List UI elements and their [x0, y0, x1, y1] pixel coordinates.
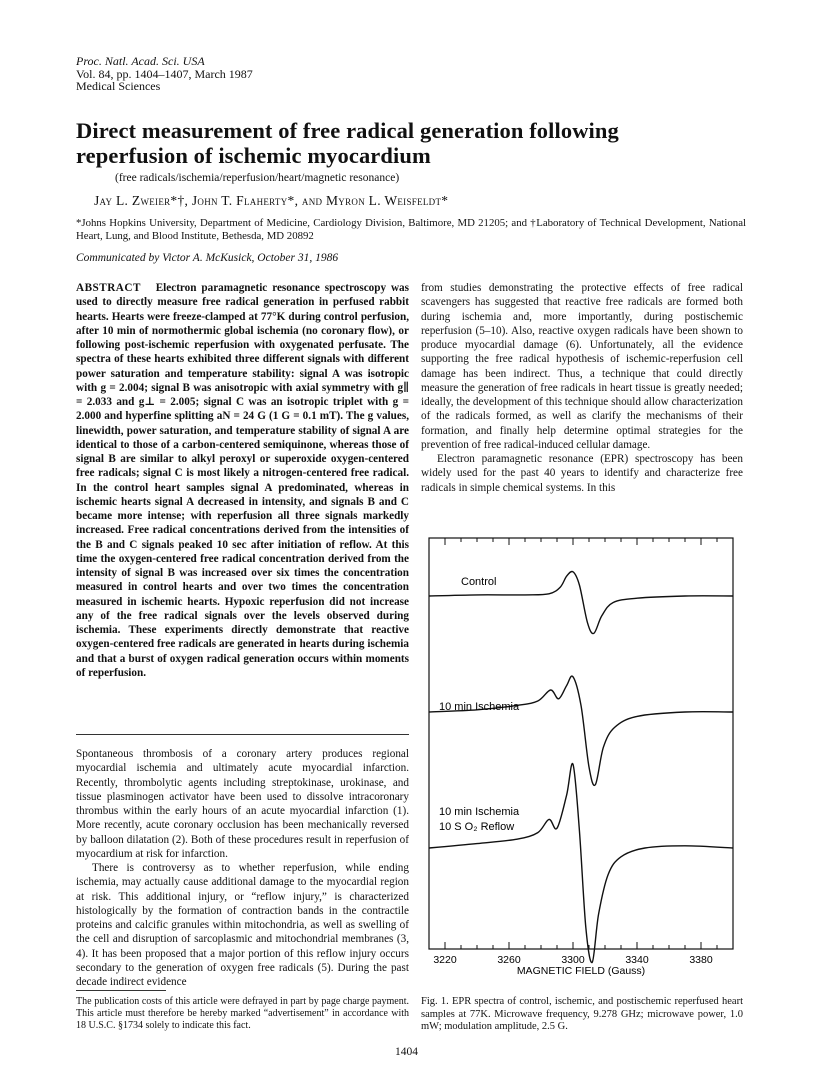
x-tick-label: 3300	[561, 954, 585, 966]
trace-label-reflow-2: 10 S O₂ Reflow	[439, 821, 515, 833]
x-tick-label: 3340	[625, 954, 649, 966]
bottom-ticks	[445, 942, 717, 949]
abstract-label: ABSTRACT	[76, 282, 141, 294]
communicated-by: Communicated by Victor A. McKusick, October 31, 1986	[76, 252, 339, 264]
affiliation: *Johns Hopkins University, Department of Medicine, Cardiology Division, Baltimore, MD 21205; and †Laboratory of Technical Development, National Heart, Lung, and Blood Institute, Bethesda, MD 20892	[76, 217, 746, 242]
spectrum-traces	[429, 571, 733, 962]
abstract	[76, 281, 409, 680]
figure-caption: Fig. 1. EPR spectra of control, ischemic, and postischemic reperfused heart samples at 77K. Microwave frequency, 9.278 GHz; microwave power, 1.0 mW; modulation amplitude, 2.5 G.	[421, 996, 743, 1032]
journal-header	[76, 55, 253, 93]
top-ticks	[445, 538, 717, 545]
abstract-divider	[76, 734, 409, 735]
trace-label-control: Control	[461, 576, 497, 588]
footnote-divider	[76, 990, 166, 991]
journal-section: Medical Sciences	[76, 79, 161, 93]
figure-frame	[429, 538, 733, 949]
trace-label-reflow-1: 10 min Ischemia	[439, 806, 520, 818]
authors: Jay L. Zweier*†, John T. Flaherty*, and Myron L. Weisfeldt*	[94, 193, 449, 208]
journal-volume: Vol. 84, pp. 1404–1407, March 1987	[76, 66, 253, 81]
publication-cost-footnote: The publication costs of this article were defrayed in part by page charge payment. This article must therefore be hereby marked “advertisement” in accordance with 18 U.S.C. §1734 solely to indicate this fact.	[76, 996, 409, 1031]
article-title: Direct measurement of free radical generation following reperfusion of ischemic myocardium	[76, 118, 619, 168]
journal-name: Proc. Natl. Acad. Sci. USA	[76, 54, 205, 68]
x-tick-label: 3260	[497, 954, 521, 966]
x-tick-label: 3380	[689, 954, 713, 966]
intro-paragraph-2: There is controversy as to whether reperfusion, while ending ischemia, may actually cause additional damage to the myocardial region at risk. This additional injury, or “reflow injury,” is characterized histologically by the formation of contraction bands in the contractile proteins and calcific granules within mitochondria, as well as swelling of the cell and disruption of sarcoplasmic and mitochondrial membranes (3, 4). It has been proposed that a major portion of this reflow injury occurs secondary to the generation of oxygen free radicals (5). During the past decade indirect evidence	[76, 862, 409, 988]
x-tick-label: 3220	[433, 954, 457, 966]
spectrum-trace-3	[429, 764, 733, 963]
intro-left-column	[76, 747, 409, 989]
intro-paragraph-3: from studies demonstrating the protective effects of free radical scavengers has suggested that reactive free radicals are formed both during ischemia and, more importantly, during postischemic reperfusion (5–10). Also, reactive oxygen radicals have been shown to produce myocardial damage (6). Unfortunately, all the evidence supporting the free radical hypothesis of ischemic-reperfusion cell damage has been indirect. Thus, a technique that could directly measure the generation of free radicals in heart tissue is greatly needed; ideally, the development of this technique should allow characterization of the radicals formed, as well as clarify the mechanisms of their formation, and finally help determine optimal strategies for the prevention of free radical-induced cellular damage.	[421, 282, 743, 451]
intro-paragraph-1: Spontaneous thrombosis of a coronary artery produces regional myocardial ischemia and ultimately acute myocardial infarction. Recently, thrombolytic agents including streptokinase, urokinase, and tissue plasminogen activator have been used to dissolve intracoronary thrombus within the early hours of an acute myocardial infarction (1). More recently, acute coronary occlusion has been mechanically reversed by balloon dilatation (2). Both of these procedures result in reperfusion of myocardium at risk for infarction.	[76, 748, 409, 860]
x-axis-label: MAGNETIC FIELD (Gauss)	[516, 965, 646, 977]
page-number: 1404	[395, 1046, 418, 1058]
spectrum-trace-2	[429, 676, 733, 785]
epr-spectra-figure	[421, 532, 743, 982]
keywords: (free radicals/ischemia/reperfusion/heart/magnetic resonance)	[115, 172, 400, 184]
abstract-text: Electron paramagnetic resonance spectroscopy was used to directly measure free radical generation in perfused rabbit hearts. Hearts were freeze-clamped at 77°K during control perfusion, after 10 min of normothermic global ischemia (no coronary flow), or following post-ischemic reperfusion with oxygenated perfusate. The spectra of these hearts exhibited three different signals with different power saturation and temperature stability: signal A was isotropic with g = 2.004; signal B was anisotropic with axial symmetry with g∥ = 2.033 and g⊥ = 2.005; signal C was an isotropic triplet with g = 2.000 and hyperfine splitting aN = 24 G (1 G = 0.1 mT). The g values, linewidth, power saturation, and temperature stability of signal A are identical to those of a carbon-centered semiquinone, whereas those of signal B are similar to alkyl peroxyl or superoxide oxygen-centered free radicals; signal C is most likely a nitrogen-centered free radical. In the control heart samples signal A predominated, whereas in ischemic hearts signal A decreased in intensity, and signals B and C became more intense; with reperfusion all three signals markedly increased. Free radical concentrations derived from the intensities of the B and C signals peaked 10 sec after initiation of reflow. At this time the oxygen-centered free radical concentration derived from the intensity of signal B was increased over six times the concentration measured in control hearts and over two times the concentration measured in ischemic hearts. Hypoxic reperfusion did not increase any of the free radical signals over the levels observed during ischemia. These experiments directly demonstrate that reactive oxygen-centered free radicals are generated in hearts during ischemia and that a burst of oxygen radical generation occurs within moments of reperfusion.	[76, 282, 410, 679]
intro-paragraph-4: Electron paramagnetic resonance (EPR) spectroscopy has been widely used for the past 40 years to identify and characterize free radicals in simple chemical systems. In this	[421, 453, 743, 494]
trace-label-ischemia: 10 min Ischemia	[439, 701, 520, 713]
intro-right-column	[421, 281, 743, 495]
